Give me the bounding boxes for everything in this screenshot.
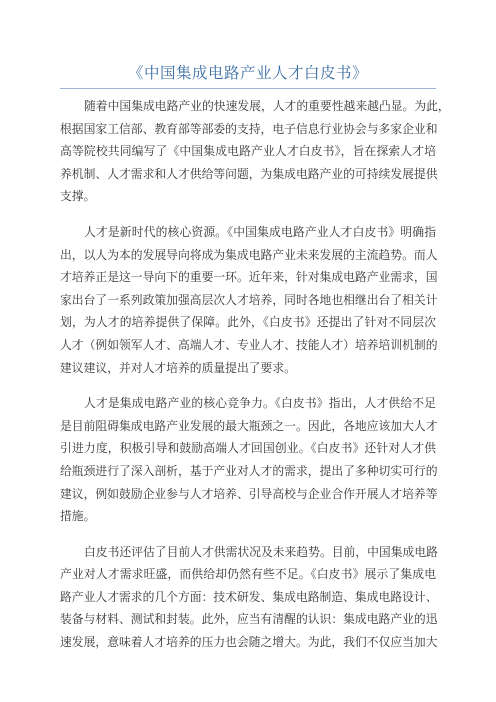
paragraph-3 (60, 392, 436, 528)
paragraph-line: 建议建议，并对人才培养的质量提出了要求。 (60, 360, 296, 375)
paragraph-line: 建议，例如鼓励企业参与人才培养、引导高校与企业合作开展人才培养等 (60, 486, 438, 501)
document-body (60, 95, 450, 667)
paragraph-line: 才培养正是这一导向下的重要一环。近年来，针对集成电路产业需求，国 (60, 270, 438, 285)
paragraph-line: 速发展，意味着人才培养的压力也会随之增大。为此，我们不仅应当加大 (60, 635, 438, 650)
paragraph-line: 人才是集成电路产业的核心竞争力。《白皮书》指出，人才供给不足 (84, 396, 436, 411)
paragraph-line: 支撑。 (60, 189, 96, 204)
paragraph-line: 养机制、人才需求和人才供给等问题，为集成电路产业的可持续发展提供 (60, 166, 438, 181)
paragraph-1 (60, 95, 450, 208)
paragraph-line: 家出台了一系列政策加强高层次人才培养，同时各地也相继出台了相关计 (60, 292, 438, 307)
paragraph-line: 人才是新时代的核心资源。《中国集成电路产业人才白皮书》明确指 (84, 224, 436, 239)
paragraph-line: 随着中国集成电路产业的快速发展，人才的重要性越来越凸显。为此， (84, 99, 450, 113)
paragraph-line: 高等院校共同编写了《中国集成电路产业人才白皮书》，旨在探索人才培 (60, 144, 436, 159)
paragraph-line: 装备与材料、测试和封装。此外，应当有清醒的认识：集成电路产业的迅 (60, 612, 438, 627)
paragraph-4 (60, 541, 436, 654)
paragraph-line: 给瓶颈进行了深入剖析，基于产业对人才的需求，提出了多种切实可行的 (60, 463, 438, 478)
document-title: 《中国集成电路产业人才白皮书》 (127, 64, 368, 82)
paragraph-2 (60, 221, 436, 379)
paragraph-line: 人才（例如领军人才、高端人才、专业人才、技能人才）培养培训机制的 (60, 337, 438, 352)
paragraph-line: 产业对人才需求旺盛，而供给却仍然有些不足。《白皮书》展示了集成电 (60, 567, 436, 582)
paragraph-line: 根据国家工信部、教育部等部委的支持，电子信息行业协会与多家企业和 (60, 121, 438, 136)
paragraph-line: 措施。 (60, 509, 96, 524)
title-divider (60, 88, 436, 89)
paragraph-line: 白皮书还评估了目前人才供需状况及未来趋势。目前，中国集成电路 (84, 544, 438, 559)
paragraph-line: 划，为人才的培养提供了保障。此外，《白皮书》还提出了针对不同层次 (60, 315, 436, 330)
paragraph-line: 引进力度，积极引导和鼓励高端人才回国创业。《白皮书》还针对人才供 (60, 441, 436, 456)
paragraph-line: 是目前阻碍集成电路产业发展的最大瓶颈之一。因此，各地应该加大人才 (60, 418, 438, 433)
paragraph-line: 路产业人才需求的几个方面：技术研发、集成电路制造、集成电路设计、 (60, 589, 438, 604)
paragraph-line: 出，以人为本的发展导向将成为集成电路产业未来发展的主流趋势。而人 (60, 247, 438, 262)
